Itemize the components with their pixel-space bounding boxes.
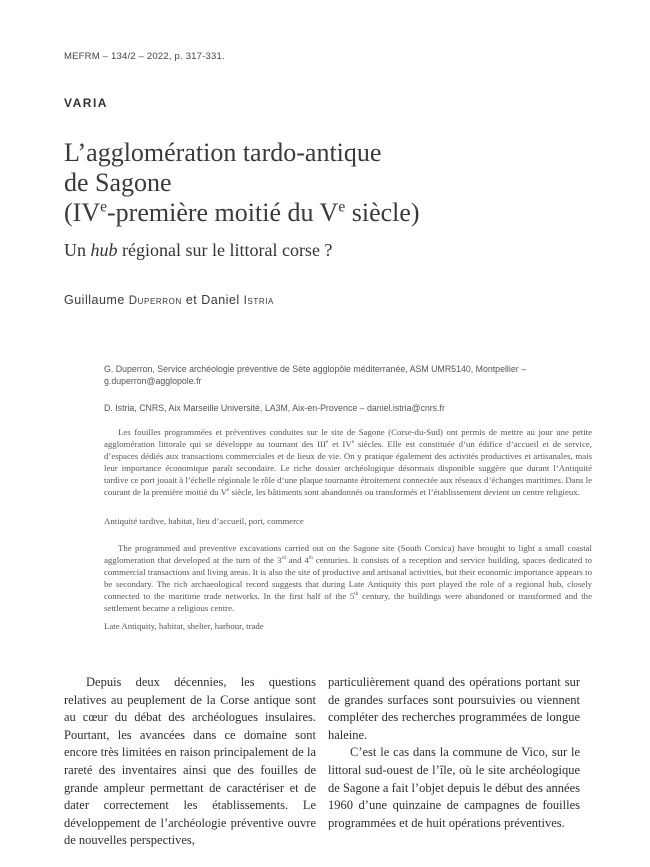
abstract-superscript: e	[226, 487, 230, 494]
abstract-superscript: e	[325, 439, 329, 446]
section-heading: VARIA	[64, 96, 108, 110]
abstract-text: et IV	[328, 439, 352, 450]
author-join: et Daniel	[181, 293, 244, 307]
keywords-english: Late Antiquity, habitat, shelter, harbour, trade	[104, 621, 264, 631]
title-text: (IV	[64, 198, 101, 227]
author-line	[64, 293, 274, 307]
abstract-text: Les fouilles programmées et préventives conduites sur le site de Sagone (Corse-du-Sud) ont permis de mettre au jour une petite agglomération littorale qui se développe au tournant des III	[104, 427, 592, 450]
abstract-text: century, the buildings were abandoned or transformed and the settlement became a religious centre.	[104, 591, 592, 614]
journal-citation: MEFRM – 134/2 – 2022, p. 317-331.	[64, 51, 225, 62]
body-paragraph: particulièrement quand des opérations portant sur de grandes surfaces sont poursuivies ou viennent compléter des recherches programmées de longue haleine.	[328, 675, 580, 742]
article-title	[64, 138, 604, 228]
title-line-3	[64, 198, 604, 228]
title-line-2: de Sagone	[64, 168, 172, 197]
body-column-right	[328, 674, 580, 832]
body-paragraph: C’est le cas dans la commune de Vico, sur le littoral sud-ouest de l’île, où le site archéologique de Sagone a fait l’objet depuis le début des années 1960 d’une quinzaine de campagnes de fouilles programmées et de huit opérations préventives.	[328, 745, 580, 830]
abstract-superscript: rd	[281, 555, 286, 562]
abstract-superscript: th	[308, 555, 313, 562]
affiliation-istria: D. Istria, CNRS, Aix Marseille Université, LA3M, Aix-en-Provence – daniel.istria@cnrs.fr	[104, 403, 445, 413]
title-text: siècle)	[345, 198, 420, 227]
body-paragraph: Depuis deux décennies, les questions relatives au peuplement de la Corse antique sont au cœur du débat des archéologues insulaires. Pourtant, les avancées dans ce domaine sont encore très limitées en raison principalement de la rareté des inventaires ainsi que des fouilles de grande ampleur permettant de caractériser et de dater correctement les établissements. Le développement de l’archéologie préventive ouvre de nouvelles perspectives,	[64, 675, 316, 848]
abstract-text: centuries. It consists of a reception and service building, spaces dedicated to commercial transactions and living areas. It is also the site of productive and artisanal activities, but their economic importance appears to be secondary. The rich archaeological record suggests that during Late Antiquity this port played the role of a regional hub, closely connected to the maritime trade networks. In the first half of the 5	[104, 555, 593, 602]
abstract-english-text	[104, 542, 592, 615]
title-superscript: e	[338, 198, 346, 216]
author-first-name: Guillaume	[64, 293, 129, 307]
keywords-french: Antiquité tardive, habitat, lieu d’accueil, port, commerce	[104, 516, 304, 526]
author-surname: Duperron	[128, 295, 182, 307]
abstract-text: siècle, les bâtiments sont abandonnés ou transformés et l’établissement devient un centre religieux.	[229, 487, 580, 498]
abstract-text: and 4	[285, 555, 309, 566]
abstract-superscript: e	[351, 439, 355, 446]
subtitle-text: régional sur le littoral corse ?	[117, 240, 333, 260]
abstract-french-text	[104, 426, 592, 499]
abstract-text: siècles. Elle est constituée d’un édifice d’accueil et de service, d’espaces dédiés aux transactions commerciales et de lieux de vie. On y pratique également des activités productives et artisanales, mais leur importance économique paraît secondaire. Le riche dossier archéologique désormais disponible suggère que durant l’Antiquité tardive ce port jouait à l’échelle régionale le rôle d’une plaque tournante étroitement connectée aux réseaux d’échanges maritimes. Dans le courant de la première moitié du V	[104, 439, 593, 498]
abstract-english	[104, 542, 592, 615]
body-column-left	[64, 674, 316, 850]
subtitle-italic: hub	[90, 240, 118, 260]
abstract-text: The programmed and preventive excavations carried out on the Sagone site (South Corsica) have brought to light a small coastal agglomeration that developed at the turn of the 3	[104, 543, 592, 566]
title-superscript: e	[100, 198, 108, 216]
subtitle-text: Un	[64, 240, 91, 260]
author-surname: Istria	[243, 295, 274, 307]
title-text: -première moitié du V	[107, 198, 339, 227]
affiliation-duperron: G. Duperron, Service archéologie préventive de Sète agglopôle méditerranée, ASM UMR5140, Montpellier – g.duperron@agglopole.fr	[104, 364, 526, 387]
abstract-superscript: th	[354, 591, 359, 598]
title-line-1: L’agglomération tardo-antique	[64, 138, 382, 167]
article-subtitle	[64, 240, 332, 261]
abstract-french	[104, 426, 592, 499]
